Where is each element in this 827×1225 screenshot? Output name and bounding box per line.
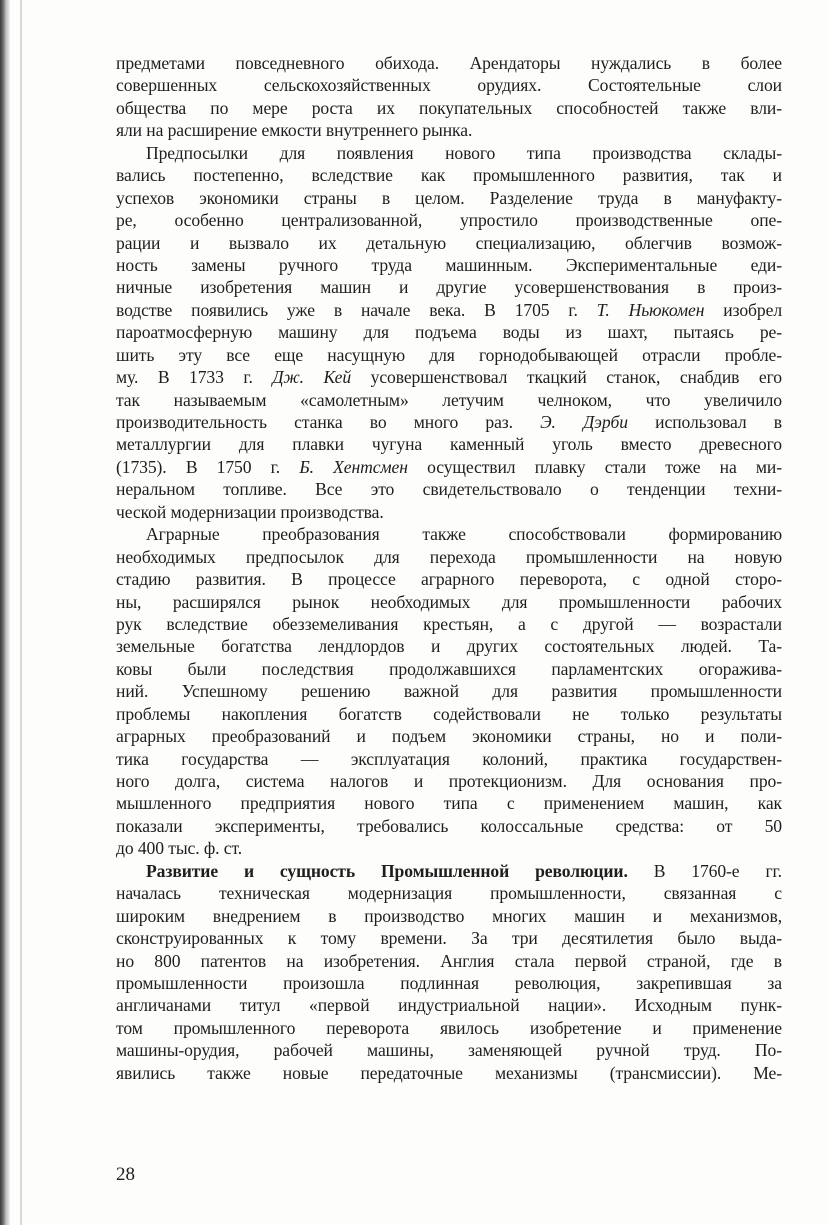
text-line — [116, 209, 782, 231]
person-name: Т. Ньюкомен — [596, 299, 705, 320]
text-line — [116, 703, 782, 725]
text-line — [116, 591, 782, 613]
text-line — [116, 860, 782, 882]
text-segment: аграрных преобразований и подъем экономики страны, но и поли- — [116, 726, 782, 747]
paragraph-1 — [116, 52, 782, 142]
text-line — [116, 882, 782, 904]
text-segment: Аграрные преобразования также способствовали формированию — [146, 524, 782, 545]
text-line — [116, 187, 782, 209]
text-segment: ны, расширялся рынок необходимых для промышленности рабочих — [116, 591, 782, 612]
section-heading: Развитие и сущность Промышленной революции. — [146, 860, 628, 881]
text-line — [116, 321, 782, 343]
text-line — [116, 680, 782, 702]
text-segment: ничные изобретения машин и другие усовершенствования в произ- — [116, 277, 782, 298]
text-segment: предметами повседневного обихода. Арендаторы нуждались в более — [116, 53, 782, 73]
person-name: Э. Дэрби — [540, 412, 628, 432]
text-segment: использовал в — [627, 412, 782, 432]
text-segment: рук вследствие обезземеливания крестьян, а с другой — возрастали — [116, 613, 782, 634]
text-segment: сконструированных к тому времени. За три десятилетия было выда- — [116, 928, 782, 949]
text-segment: явились также новые передаточные механизмы (трансмиссии). Ме- — [116, 1062, 782, 1083]
text-segment: ность замены ручного труда машинным. Экспериментальные еди- — [116, 254, 782, 275]
text-segment: ре, особенно централизованной, упростило производственные опе- — [116, 210, 782, 231]
text-segment: совершенных сельскохозяйственных орудиях. Состоятельные слои — [116, 75, 782, 96]
text-line — [116, 658, 782, 680]
text-line — [116, 635, 782, 657]
binding-shadow — [0, 0, 10, 1225]
text-line — [116, 74, 782, 96]
text-segment: том промышленного переворота явилось изобретение и применение — [116, 1017, 782, 1038]
text-line — [116, 950, 782, 972]
text-segment: стадию развития. В процессе аграрного переворота, с одной сторо- — [116, 569, 782, 590]
text-segment: машины-орудия, рабочей машины, заменяющей ручной труд. По- — [116, 1040, 782, 1061]
text-segment: яли на расширение емкости внутреннего рынка. — [116, 120, 473, 141]
text-line — [116, 1017, 782, 1039]
text-segment: неральном топливе. Все это свидетельствовало о тенденции техни- — [116, 479, 782, 500]
text-line — [116, 725, 782, 747]
text-line — [116, 232, 782, 254]
text-segment: необходимых предпосылок для перехода промышленности на новую — [116, 546, 782, 567]
text-segment: му. В 1733 г. — [116, 367, 273, 388]
binding-line — [20, 0, 22, 1225]
text-line — [116, 905, 782, 927]
text-line — [116, 456, 782, 478]
page-number: 28 — [116, 1164, 135, 1185]
body-text — [116, 52, 782, 1084]
text-line — [116, 748, 782, 770]
text-line — [116, 254, 782, 276]
person-name: Дж. Кей — [272, 367, 352, 388]
text-segment: Предпосылки для появления нового типа производства склады- — [146, 142, 782, 163]
text-segment: общества по мере роста их покупательных способностей также вли- — [116, 97, 782, 118]
text-segment: тика государства — эксплуатация колоний, практика государствен- — [116, 748, 782, 769]
text-segment: до 400 тыс. ф. ст. — [116, 838, 243, 859]
text-line — [116, 523, 782, 545]
text-segment: производительность станка во много раз. — [116, 412, 541, 432]
text-segment: пароатмосферную машину для подъема воды из шахт, пытаясь ре- — [116, 322, 782, 343]
text-line — [116, 815, 782, 837]
paragraph-2 — [116, 142, 782, 523]
text-segment: успехов экономики страны в целом. Разделение труда в мануфакту- — [116, 187, 782, 208]
text-segment: шить эту все еще насущную для горнодобывающей отрасли пробле- — [116, 344, 782, 365]
text-line — [116, 501, 782, 523]
text-line — [116, 1039, 782, 1061]
text-line — [116, 299, 782, 321]
text-segment: проблемы накопления богатств содействовали не только результаты — [116, 703, 782, 724]
text-segment: металлургии для плавки чугуна каменный уголь вместо древесного — [116, 434, 782, 455]
text-line — [116, 366, 782, 388]
text-segment: широким внедрением в производство многих машин и механизмов, — [116, 905, 782, 926]
text-line — [116, 97, 782, 119]
paragraph-4 — [116, 860, 782, 1084]
text-segment: усовершенствовал ткацкий станок, снабдив его — [351, 367, 782, 388]
text-segment: земельные богатства лендлордов и других состоятельных людей. Та- — [116, 636, 782, 657]
text-segment: показали эксперименты, требовались колоссальные средства: от 50 — [116, 815, 782, 836]
text-segment: осуществил плавку стали тоже на ми- — [407, 456, 782, 477]
text-segment: рации и вызвало их детальную специализацию, облегчив возмож- — [116, 232, 782, 253]
text-segment: ного долга, система налогов и протекционизм. Для основания про- — [116, 771, 782, 791]
text-line — [116, 142, 782, 164]
text-segment: промышленности произошла подлинная революция, закрепившая за — [116, 972, 782, 993]
text-segment: началась техническая модернизация промышленности, связанная с — [116, 883, 782, 904]
text-line — [116, 770, 782, 792]
text-line — [116, 411, 782, 433]
text-line — [116, 927, 782, 949]
text-line — [116, 52, 782, 74]
text-segment: ний. Успешному решению важной для развития промышленности — [116, 681, 782, 702]
text-segment: так называемым «самолетным» летучим челноком, что увеличило — [116, 389, 782, 410]
text-line — [116, 568, 782, 590]
text-segment: вались постепенно, вследствие как промышленного развития, так и — [116, 165, 782, 186]
text-line — [116, 837, 782, 859]
text-line — [116, 792, 782, 814]
text-line — [116, 276, 782, 298]
text-line — [116, 478, 782, 500]
text-segment: В 1760-е гг. — [627, 860, 782, 881]
text-segment: англичанами титул «первой индустриальной нации». Исходным пунк- — [116, 995, 782, 1016]
text-segment: (1735). В 1750 г. — [116, 456, 300, 477]
text-segment: ческой модернизации производства. — [116, 501, 384, 522]
paragraph-3 — [116, 523, 782, 860]
text-segment: водстве появились уже в начале века. В 1705 г. — [116, 299, 597, 320]
text-line — [116, 164, 782, 186]
text-segment: ковы были последствия продолжавшихся парламентских огоражива- — [116, 658, 782, 679]
person-name: Б. Хентсмен — [299, 456, 408, 477]
text-segment: но 800 патентов на изобретения. Англия стала первой страной, где в — [116, 950, 782, 971]
text-line — [116, 389, 782, 411]
text-line — [116, 972, 782, 994]
text-segment: изобрел — [704, 299, 782, 320]
text-line — [116, 119, 782, 141]
text-line — [116, 546, 782, 568]
text-line — [116, 344, 782, 366]
text-segment: мышленного предприятия нового типа с применением машин, как — [116, 793, 782, 814]
text-line — [116, 1062, 782, 1084]
text-line — [116, 994, 782, 1016]
text-line — [116, 613, 782, 635]
text-line — [116, 433, 782, 455]
